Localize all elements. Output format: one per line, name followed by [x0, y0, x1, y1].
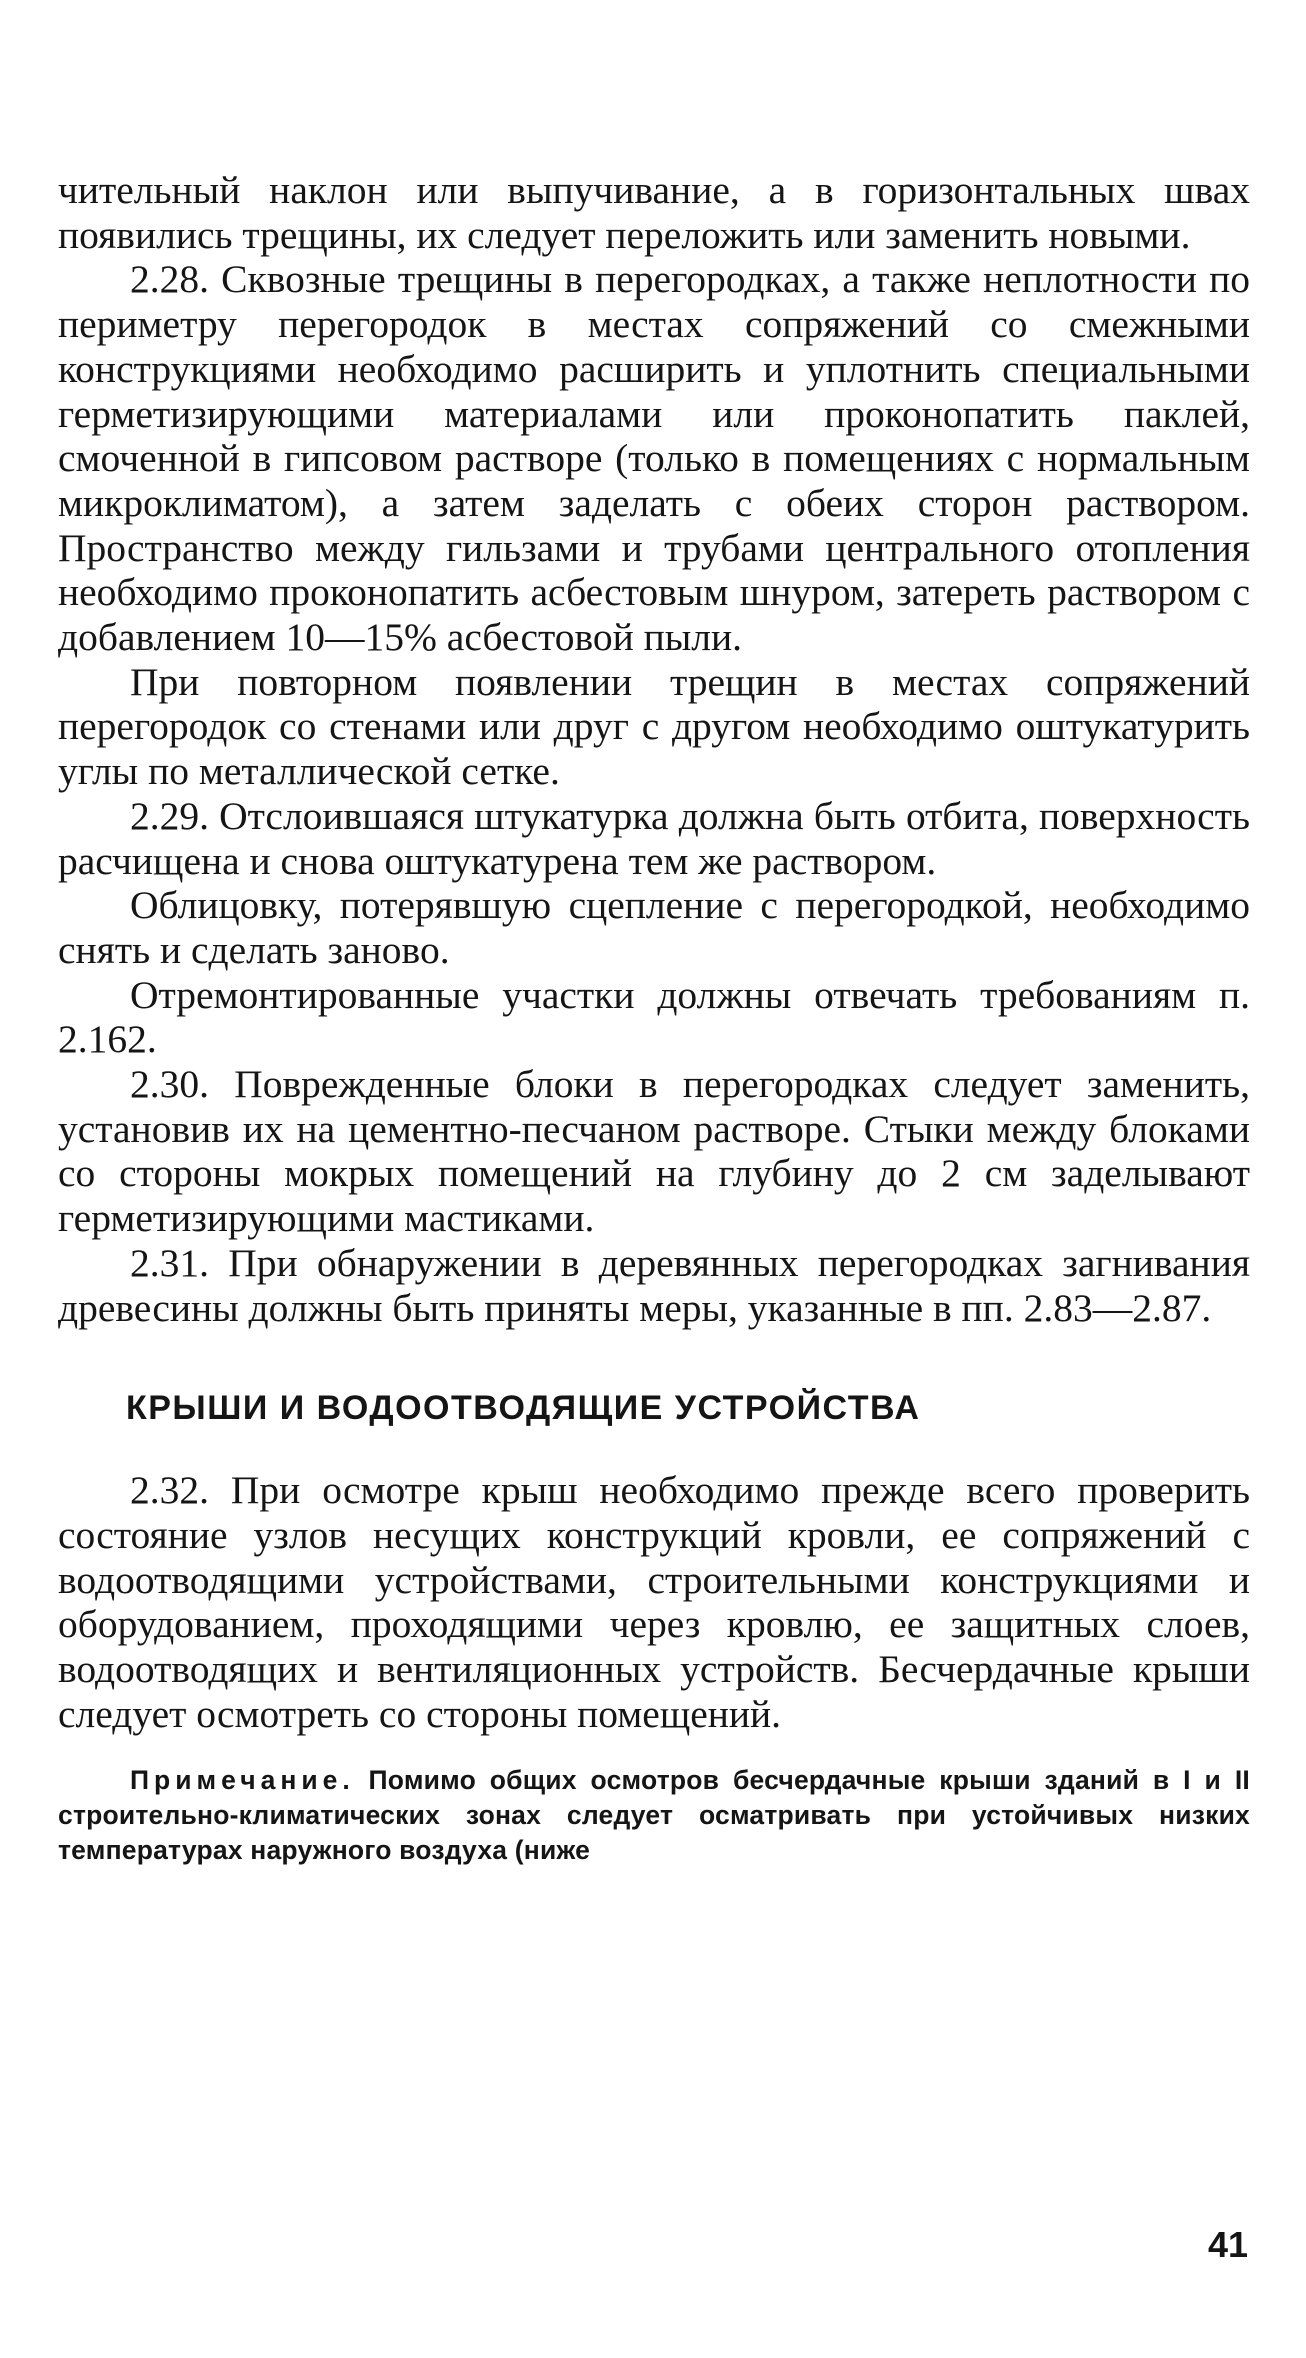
paragraph-continuation: чительный наклон или выпучивание, а в горизонтальных швах появились трещины, их следует переложить или заменить новыми.	[58, 168, 1250, 257]
page-number: 41	[1208, 2224, 1249, 2265]
paragraph-repaired-areas: Отремонтированные участки должны отвечать требованиям п. 2.162.	[58, 972, 1250, 1062]
paragraph-facing: Облицовку, потерявшую сцепление с перегородкой, необходимо снять и сделать заново.	[58, 883, 1250, 972]
paragraph-2-29: 2.29. Отслоившаяся штукатурка должна быть отбита, поверхность расчищена и снова оштукатурена тем же раствором.	[58, 793, 1250, 883]
paragraph-2-32: 2.32. При осмотре крыш необходимо прежде всего проверить состояние узлов несущих конструкций кровли, ее сопряжений с водоотводящими устройствами, строительными конструкциями и оборудованием, проходящими через кровлю, ее защитных слоев, водоотводящих и вентиляционных устройств. Бесчердачные крыши следует осмотреть со стороны помещений.	[58, 1468, 1250, 1736]
paragraph-2-30: 2.30. Поврежденные блоки в перегородках следует заменить, установив их на цементно-песчаном растворе. Стыки между блоками со стороны мокрых помещений на глубину до 2 см заделывают герметизирующими мастиками.	[58, 1062, 1250, 1241]
footnote	[58, 1763, 1250, 1868]
note-label: Примечание.	[130, 1764, 355, 1795]
page-content	[58, 168, 1250, 1868]
note-text: Помимо общих осмотров бесчердачные крыши зданий в I и II строительно-климатических зонах следует осматривать при устойчивых низких температурах наружного воздуха (ниже	[58, 1764, 1250, 1865]
paragraph-2-31: 2.31. При обнаружении в деревянных перегородках загнивания древесины должны быть приняты меры, указанные в пп. 2.83—2.87.	[58, 1240, 1250, 1330]
paragraph-repeat-cracks: При повторном появлении трещин в местах сопряжений перегородок со стенами или друг с другом необходимо оштукатурить углы по металлической сетке.	[58, 659, 1250, 794]
paragraph-2-28: 2.28. Сквозные трещины в перегородках, а также неплотности по периметру перегородок в местах сопряжений со смежными конструкциями необходимо расширить и уплотнить специальными герметизирующими материалами или проконопатить паклей, смоченной в гипсовом растворе (только в помещениях с нормальным микроклиматом), а затем заделать с обеих сторон раствором. Пространство между гильзами и трубами центрального отопления необходимо проконопатить асбестовым шнуром, затереть раствором с добавлением 10—15% асбестовой пыли.	[58, 257, 1250, 660]
section-heading: КРЫШИ И ВОДООТВОДЯЩИЕ УСТРОЙСТВА	[126, 1389, 921, 1428]
